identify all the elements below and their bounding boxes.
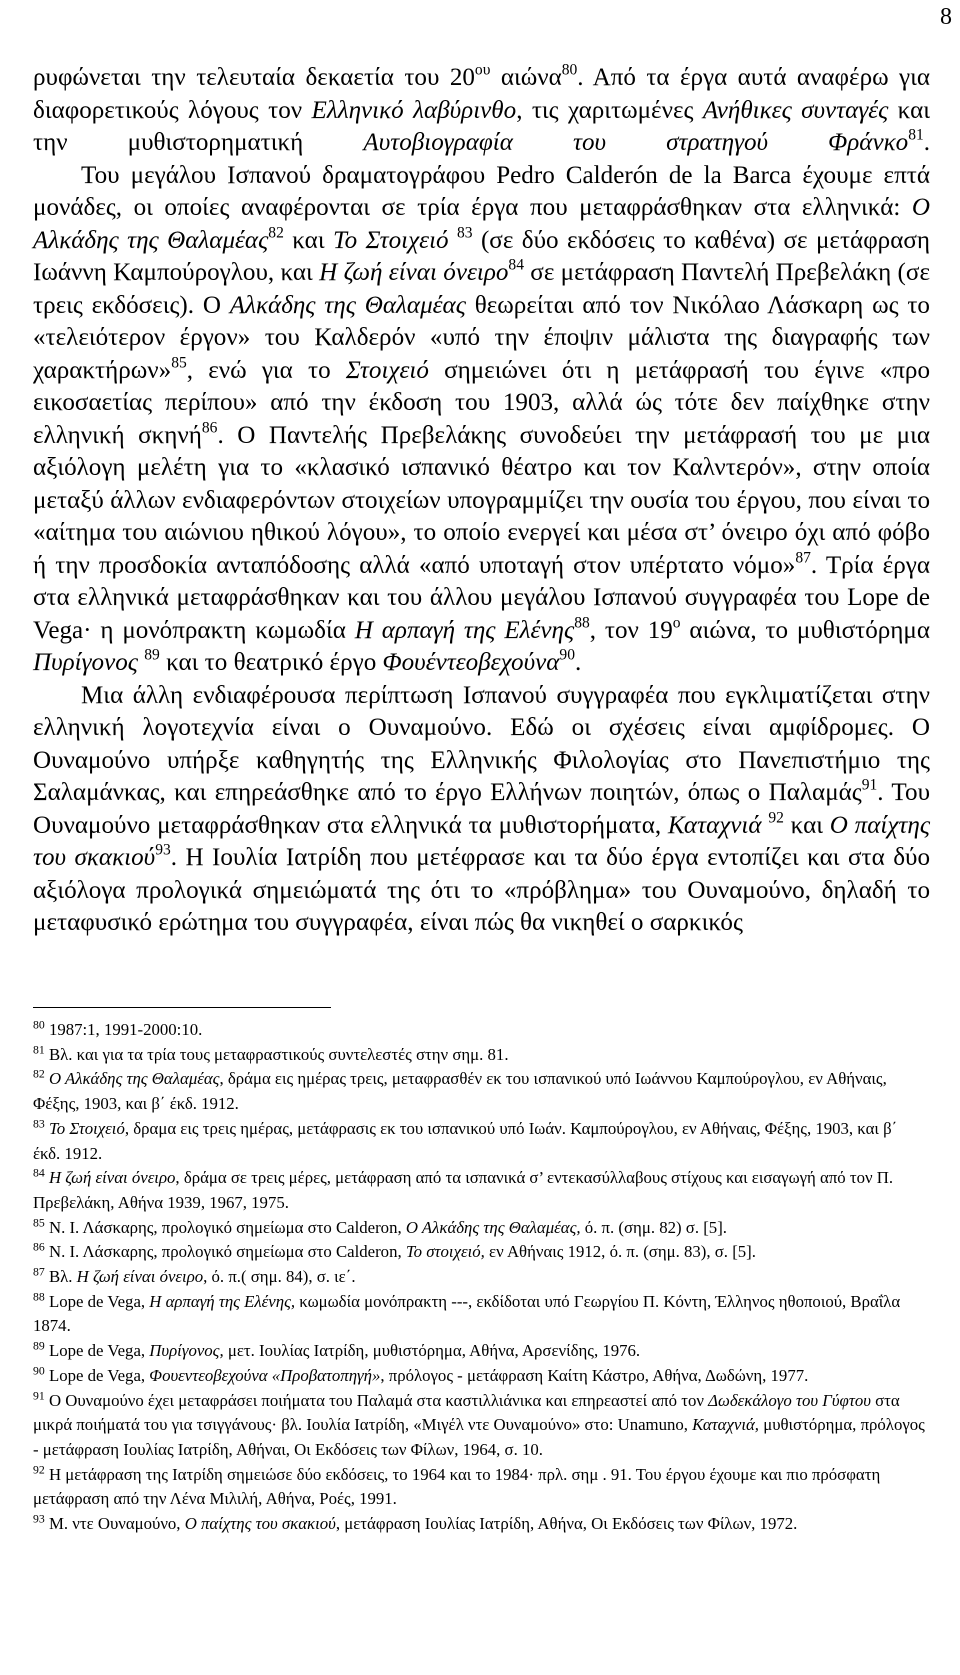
footnote-80	[33, 1018, 928, 1043]
text-run: . Η Ιουλία Ιατρίδη που μετέφρασε και τα δύο έργα εντοπίζει και στα δύο αξιόλογα προλογικά σημειώματά της ότι το «πρόβλημα» του Ουναμούνο, δηλαδή το μεταφυσικό ερώτημα του συγγραφέα, είναι πώς θα νικηθεί ο σαρκικός	[33, 844, 930, 936]
footnote-separator	[33, 1007, 331, 1008]
note-ref: 85	[171, 353, 187, 371]
body-paragraph-3	[33, 680, 930, 940]
footnote-text	[33, 1168, 893, 1212]
text-run: (σε δύο εκδόσεις το καθένα) σε μετάφραση Ιωάννη Καμπούρογλου, και	[33, 226, 930, 286]
footnote-text	[45, 1242, 756, 1261]
text-run: , ενώ για το	[186, 356, 346, 384]
italic-title: Το στοιχειό,	[405, 1242, 485, 1262]
italic-title: Καταχνιά,	[692, 1415, 759, 1435]
italic-title: Ο Αλκάδης της Θαλαμέας	[33, 194, 930, 254]
footnote-text	[33, 1391, 925, 1459]
body-paragraph-1	[33, 62, 930, 160]
text-run: , δράμα σε τρεις μέρες, μετάφραση από τα ισπανικά σ’ εντεκασύλλαβους στίχους και εισαγωγή από τον Π. Πρεβελάκη, Αθήνα 1939, 1967, 1975.	[33, 1168, 894, 1212]
text-run: Lope de Vega,	[44, 1291, 150, 1311]
text-run: 1987:1, 1991-2000:10.	[44, 1020, 203, 1039]
text-run: , ό. π.( σημ. 84), σ. ιε΄.	[203, 1267, 356, 1287]
italic-title: Το Στοιχειό	[332, 226, 449, 254]
italic-title: Πυρίγονος,	[149, 1341, 224, 1361]
note-ref: ου	[474, 61, 491, 79]
footnote-number: 91	[33, 1389, 45, 1403]
note-ref: 86	[201, 418, 218, 436]
italic-title: Η ζωή είναι όνειρο	[319, 259, 509, 286]
italic-title: Στοιχειό	[345, 356, 429, 384]
text-run: Μ. ντε Ουναμούνο,	[44, 1514, 185, 1534]
footnote-81	[33, 1043, 928, 1068]
footnote-number: 90	[33, 1364, 45, 1378]
italic-title: Καταχνιά	[667, 811, 762, 839]
text-run: αιώνα, το μυθιστόρημα	[680, 616, 930, 644]
page-number: 8	[940, 4, 952, 30]
footnote-86	[33, 1240, 928, 1265]
footnote-89	[33, 1339, 928, 1364]
note-ref: ο	[672, 613, 681, 631]
footnote-number: 89	[33, 1339, 45, 1353]
footnote-text	[33, 1292, 900, 1336]
footnote-number: 81	[33, 1043, 45, 1057]
footnote-91	[33, 1389, 928, 1463]
footnote-text	[45, 1341, 640, 1360]
note-ref: 84	[508, 256, 524, 274]
text-run: Ο Ουναμούνο έχει μεταφράσει ποιήματα του Παλαμά στα καστιλλιάνικα και επηρεαστεί από τον	[44, 1390, 709, 1410]
text-run: σημειώνει ότι η μετάφρασή του έγινε «προ εικοσαετίας περίπου» από την έκδοση του 1903, αλλά ώς τότε δεν παίχθηκε στην ελληνική σκηνή	[33, 356, 930, 449]
text-run: και	[283, 226, 333, 254]
footnote-text	[33, 1119, 897, 1163]
text-run: , πρόλογος - μετάφραση Καίτη Κάστρο, Αθήνα, Δωδώνη, 1977.	[380, 1365, 809, 1385]
text-run: , δραμα εις τρεις ημέρας, μετάφρασις εκ του ισπανικού υπό Ιωάν. Καμπούρογλου, εν Αθήναις, Φέξης, 1903, και β΄ έκδ. 1912.	[33, 1118, 898, 1163]
text-run: και	[783, 811, 830, 839]
note-ref: 81	[908, 126, 924, 144]
text-run: .	[923, 129, 931, 156]
text-run: ρυφώνεται την τελευταία δεκαετία του 20	[33, 64, 475, 91]
text-run: μυθιστόρημα, πρόλογος - μετάφραση Ιουλίας Ιατρίδη, Αθήναι, Οι Εκδόσεις των Φίλων, 1964, σ. 10.	[33, 1415, 925, 1459]
text-run: εν Αθήναις 1912, ό. π. (σημ. 83), σ. [5].	[484, 1242, 756, 1262]
italic-title: Αλκάδης της Θαλαμέας	[229, 291, 466, 319]
footnote-number: 80	[33, 1018, 45, 1032]
footnote-85	[33, 1216, 928, 1241]
note-ref: 83	[457, 223, 473, 241]
footnote-88	[33, 1290, 928, 1339]
italic-title: Ο παίχτης του σκακιού	[184, 1514, 336, 1534]
body-paragraph-2	[33, 160, 930, 680]
note-ref: 88	[574, 613, 590, 631]
italic-title: Ανήθικες συνταγές	[702, 96, 889, 124]
footnote-text	[33, 1069, 887, 1113]
italic-title: Το Στοιχειό	[48, 1118, 125, 1138]
note-ref: 91	[861, 776, 878, 794]
text-run: μετ. Ιουλίας Ιατρίδη, μυθιστόρημα, Αθήνα, Αρσενίδης, 1976.	[223, 1341, 641, 1361]
footnote-83	[33, 1117, 928, 1166]
text-run: Του μεγάλου Ισπανού δραματογράφου Pedro Calderón de la Barca έχουμε επτά μονάδες, οι οποίες αναφέρονται σε τρία έργα που μεταφράσθηκαν στα ελληνικά:	[33, 161, 930, 221]
text-run: Μια άλλη ενδιαφέρουσα περίπτωση Ισπανού συγγραφέα που εγκλιματίζεται στην ελληνική λογοτεχνία είναι ο Ουναμούνο. Εδώ οι σχέσεις είναι αμφίδρομες. Ο Ουναμούνο υπήρξε καθηγητής της Ελληνικής Φιλολογίας στο Πανεπιστήμιο της Σαλαμάνκας, και επηρεάσθηκε από το έργο Ελλήνων ποιητών, όπως ο Παλαμάς	[33, 681, 930, 806]
text-run: Βλ.	[44, 1267, 77, 1287]
italic-title: Ο Αλκάδης της Θαλαμέας	[48, 1069, 220, 1089]
footnote-93	[33, 1512, 928, 1537]
text-run: κωμωδία μονόπρακτη ---, εκδίδοται υπό Γεωργίου Π. Κόντη, Έλληνος ηθοποιού, Βραΐλα 1874.	[33, 1291, 901, 1336]
footnote-number: 87	[33, 1265, 45, 1279]
text-run: αιώνα	[490, 64, 562, 91]
text-run: Lope de Vega,	[44, 1365, 150, 1385]
text-run: ό. π. (σημ. 82) σ. [5].	[580, 1217, 727, 1237]
note-ref: 89	[144, 646, 160, 664]
text-run: .	[574, 649, 582, 676]
text-run: , μετάφραση Ιουλίας Ιατρίδη, Αθήνα, Οι Εκδόσεις των Φίλων, 1972.	[335, 1514, 798, 1534]
text-run: , δράμα εις ημέρας τρεις, μεταφρασθέν εκ του ισπανικού υπό Ιωάννου Καμπούρογλου, εν Αθήναις, Φέξης, 1903, και β΄ έκδ. 1912.	[33, 1069, 887, 1114]
note-ref: 90	[559, 646, 575, 664]
footnote-87	[33, 1265, 928, 1290]
footnote-text	[45, 1020, 203, 1039]
italic-title: Πυρίγονος	[33, 649, 138, 676]
footnote-number: 86	[33, 1240, 45, 1254]
footnote-92	[33, 1463, 928, 1512]
footnote-number: 93	[33, 1512, 45, 1526]
footnotes	[33, 1018, 928, 1537]
footnote-text	[45, 1218, 727, 1237]
footnote-number: 85	[33, 1216, 45, 1230]
text-run: στα μικρά ποιήματά του για τσιγγάνους· βλ. Ιουλία Ιατρίδη, «Μιγέλ ντε Ουναμούνο» στο: Unamuno,	[33, 1390, 900, 1435]
italic-title: Αυτοβιογραφία του στρατηγού Φράνκο	[363, 129, 909, 156]
italic-title: Φουέντεοβεχούνα	[382, 649, 560, 676]
italic-title: Ελληνικό λαβύρινθο	[311, 96, 517, 124]
text-run: , τον 19	[589, 616, 673, 644]
body-text	[33, 62, 930, 940]
text-run: . Από τα έργα αυτά αναφέρω για διαφορετικούς λόγους τον	[33, 64, 931, 124]
italic-title: Δωδεκάλογο του Γύφτου	[708, 1390, 871, 1410]
italic-title: Φουεντεοβεχούνα «Προβατοπηγή»	[149, 1365, 381, 1385]
footnote-text	[33, 1465, 880, 1509]
italic-title: Η ζωή είναι όνειρο	[76, 1267, 204, 1287]
footnote-90	[33, 1364, 928, 1389]
text-run: Βλ. και για τα τρία τους μεταφραστικούς συντελεστές στην σημ. 81.	[44, 1044, 509, 1064]
text-run: και την μυθιστορηματική	[33, 96, 930, 156]
text-run: . Του Ουναμούνο μεταφράσθηκαν στα ελληνικά τα μυθιστορήματα,	[33, 779, 931, 839]
italic-title: Η αρπαγή της Ελένης	[354, 616, 575, 644]
footnote-text	[45, 1514, 798, 1533]
footnote-number: 88	[33, 1290, 45, 1304]
italic-title: Ο Αλκάδης της Θαλαμέας,	[405, 1217, 581, 1237]
text-run: Ν. Ι. Λάσκαρης, προλογικό σημείωμα στο Calderon,	[44, 1242, 406, 1262]
note-ref: 82	[268, 223, 284, 241]
text-run: σε μετάφραση Παντελή Πρεβελάκη (σε τρεις εκδόσεις). Ο	[33, 259, 930, 319]
text-run: Η μετάφραση της Ιατρίδη σημειώσε δύο εκδόσεις, το 1964 και το 1984· πρλ. σημ . 91. Του έργου έχουμε και πιο πρόσφατη μετάφραση από την Λένα Μιλιλή, Αθήνα, Ροές, 1991.	[33, 1464, 881, 1509]
italic-title: Η αρπαγή της Ελένης,	[149, 1291, 296, 1311]
note-ref: 93	[155, 841, 171, 859]
text-run: , τις χαριτωμένες	[516, 96, 703, 124]
footnote-number: 84	[33, 1166, 45, 1180]
text-run: και το θεατρικό έργο	[159, 649, 383, 676]
note-ref: 87	[795, 548, 811, 566]
text-run: Lope de Vega,	[44, 1341, 150, 1361]
footnote-84	[33, 1166, 928, 1215]
note-ref: 80	[561, 61, 578, 79]
text-run: θεωρείται από τον Νικόλαο Λάσκαρη ως το «τελειότερον έργον» του Καλδερόν «υπό την έποψιν μάλιστα της διαγραφής των χαρακτήρων»	[33, 291, 930, 384]
note-ref: 92	[768, 808, 784, 826]
text-run	[449, 227, 457, 254]
footnote-82	[33, 1067, 928, 1116]
footnote-text	[45, 1267, 356, 1286]
footnote-number: 92	[33, 1463, 45, 1477]
italic-title: Ο παίχτης του σκακιού	[33, 811, 931, 871]
footnote-number: 83	[33, 1117, 45, 1131]
footnote-text	[45, 1366, 809, 1385]
italic-title: Η ζωή είναι όνειρο	[48, 1168, 176, 1188]
footnote-text	[45, 1045, 509, 1064]
text-run: Ν. Ι. Λάσκαρης, προλογικό σημείωμα στο Calderon,	[44, 1217, 406, 1237]
text-run: . Ο Παντελής Πρεβελάκης συνοδεύει την μετάφρασή του με μια αξιόλογη μελέτη για το «κλασικό ισπανικό θέατρο και τον Καλντερόν», στην οποία μεταξύ άλλων ενδιαφερόντων στοιχείων υπογραμμίζει την ουσία του έργου, που είναι το «αίτημα του αιώνιου ηθικού λόγου», το οποίο ενεργεί και μέσα στ’ όνειρο όχι από φόβο ή την προσδοκία ανταπόδοσης αλλά «από υποταγή στον υπέρτατο νόμο»	[33, 421, 930, 579]
footnote-number: 82	[33, 1067, 45, 1081]
text-run: . Τρία έργα στα ελληνικά μεταφράσθηκαν και του άλλου μεγάλου Ισπανού συγγραφέα του Lope de Vega· η μονόπρακτη κωμωδία	[33, 551, 930, 644]
